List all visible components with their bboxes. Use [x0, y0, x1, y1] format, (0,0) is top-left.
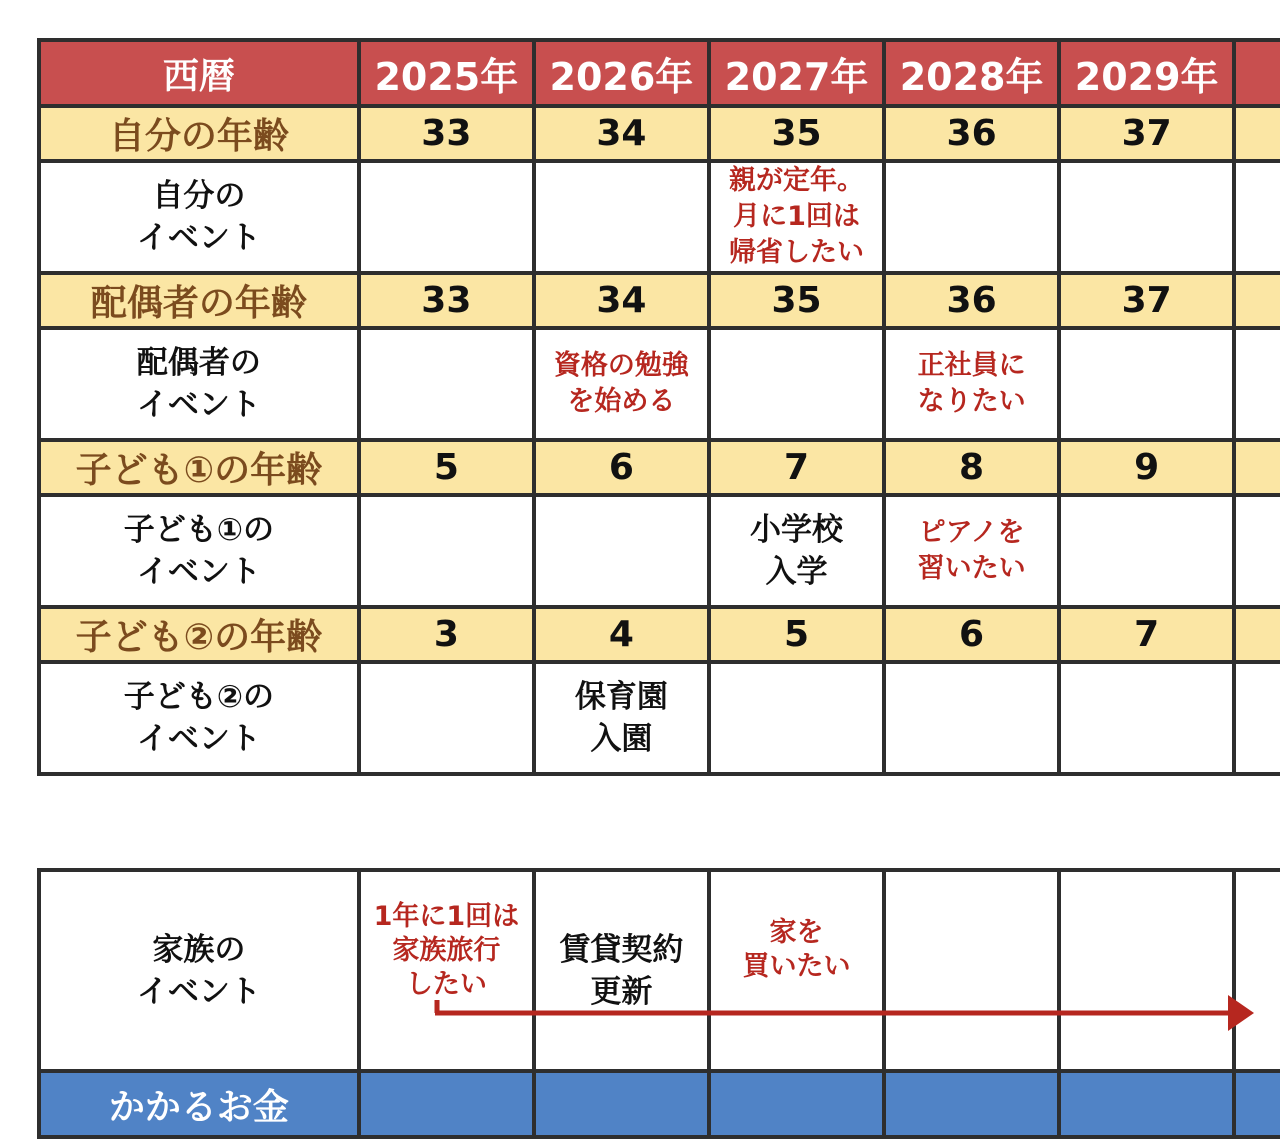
year-cell: 2027年: [709, 40, 884, 106]
age-cell: 6: [534, 440, 709, 495]
age-cell: 33: [359, 273, 534, 328]
event-cell: [1234, 161, 1280, 273]
age-cell: 7: [1059, 607, 1234, 662]
event-cell: 賃貸契約 更新: [534, 870, 709, 1071]
self-age-label: 自分の年齢: [39, 106, 359, 161]
child2-age-label: 子ども②の年齢: [39, 607, 359, 662]
event-cell: 保育園 入園: [534, 662, 709, 774]
age-cell: 5: [709, 607, 884, 662]
event-cell: [1234, 495, 1280, 607]
event-cell: [1059, 161, 1234, 273]
child1-event-label: 子ども①の イベント: [39, 495, 359, 607]
event-cell: [1059, 662, 1234, 774]
event-cell: [709, 662, 884, 774]
money-cell: [359, 1071, 534, 1137]
family-event-label: 家族の イベント: [39, 870, 359, 1071]
event-cell: [709, 328, 884, 440]
child2-event-row: [39, 662, 1280, 774]
self-age-row: [39, 106, 1280, 161]
age-cell: [1234, 106, 1280, 161]
event-cell: [359, 662, 534, 774]
event-cell: [884, 161, 1059, 273]
family-event-row: [39, 870, 1280, 1071]
age-cell: 34: [534, 273, 709, 328]
event-cell: [359, 495, 534, 607]
age-cell: [1234, 273, 1280, 328]
self-event-row: [39, 161, 1280, 273]
money-cell: [884, 1071, 1059, 1137]
event-cell: [884, 870, 1059, 1071]
age-cell: 36: [884, 273, 1059, 328]
age-cell: 37: [1059, 106, 1234, 161]
money-cell: [1234, 1071, 1280, 1137]
event-cell: [1234, 328, 1280, 440]
age-cell: 35: [709, 273, 884, 328]
age-cell: 34: [534, 106, 709, 161]
age-cell: 35: [709, 106, 884, 161]
event-cell: [1059, 495, 1234, 607]
child2-age-row: [39, 607, 1280, 662]
year-cell: 2029年: [1059, 40, 1234, 106]
age-cell: 37: [1059, 273, 1234, 328]
money-cell: [534, 1071, 709, 1137]
event-cell: 1年に1回は 家族旅行 したい: [359, 870, 534, 1071]
child2-event-label: 子ども②の イベント: [39, 662, 359, 774]
age-cell: 7: [709, 440, 884, 495]
spouse-event-row: [39, 328, 1280, 440]
self-event-label: 自分の イベント: [39, 161, 359, 273]
child1-age-label: 子ども①の年齢: [39, 440, 359, 495]
age-cell: 6: [884, 607, 1059, 662]
event-cell: 資格の勉強 を始める: [534, 328, 709, 440]
spouse-event-label: 配偶者の イベント: [39, 328, 359, 440]
event-cell: 家を 買いたい: [709, 870, 884, 1071]
child1-event-row: [39, 495, 1280, 607]
child1-age-row: [39, 440, 1280, 495]
year-cell: 2028年: [884, 40, 1059, 106]
event-cell: ピアノを 習いたい: [884, 495, 1059, 607]
event-cell: [359, 161, 534, 273]
year-header-row: [39, 40, 1280, 106]
age-cell: 5: [359, 440, 534, 495]
year-cell: 2025年: [359, 40, 534, 106]
event-cell: 小学校 入学: [709, 495, 884, 607]
year-cell: [1234, 40, 1280, 106]
year-cell: 2026年: [534, 40, 709, 106]
money-cell: [709, 1071, 884, 1137]
event-cell: 親が定年。 月に1回は 帰省したい: [709, 161, 884, 273]
event-cell: [534, 495, 709, 607]
event-cell: [1059, 328, 1234, 440]
age-cell: 9: [1059, 440, 1234, 495]
event-cell: 正社員に なりたい: [884, 328, 1059, 440]
age-cell: [1234, 607, 1280, 662]
spouse-age-row: [39, 273, 1280, 328]
money-label: かかるお金: [39, 1071, 359, 1137]
age-cell: 4: [534, 607, 709, 662]
year-header-label: 西暦: [39, 40, 359, 106]
age-cell: 36: [884, 106, 1059, 161]
money-row: [39, 1071, 1280, 1137]
event-cell: [1234, 870, 1280, 1071]
event-cell: [534, 161, 709, 273]
age-cell: [1234, 440, 1280, 495]
event-cell: [1234, 662, 1280, 774]
spouse-age-label: 配偶者の年齢: [39, 273, 359, 328]
age-cell: 3: [359, 607, 534, 662]
age-cell: 33: [359, 106, 534, 161]
money-cell: [1059, 1071, 1234, 1137]
event-cell: [359, 328, 534, 440]
event-cell: [1059, 870, 1234, 1071]
event-cell: [884, 662, 1059, 774]
age-cell: 8: [884, 440, 1059, 495]
life-plan-table: [37, 38, 1280, 776]
family-table: [37, 868, 1280, 1139]
